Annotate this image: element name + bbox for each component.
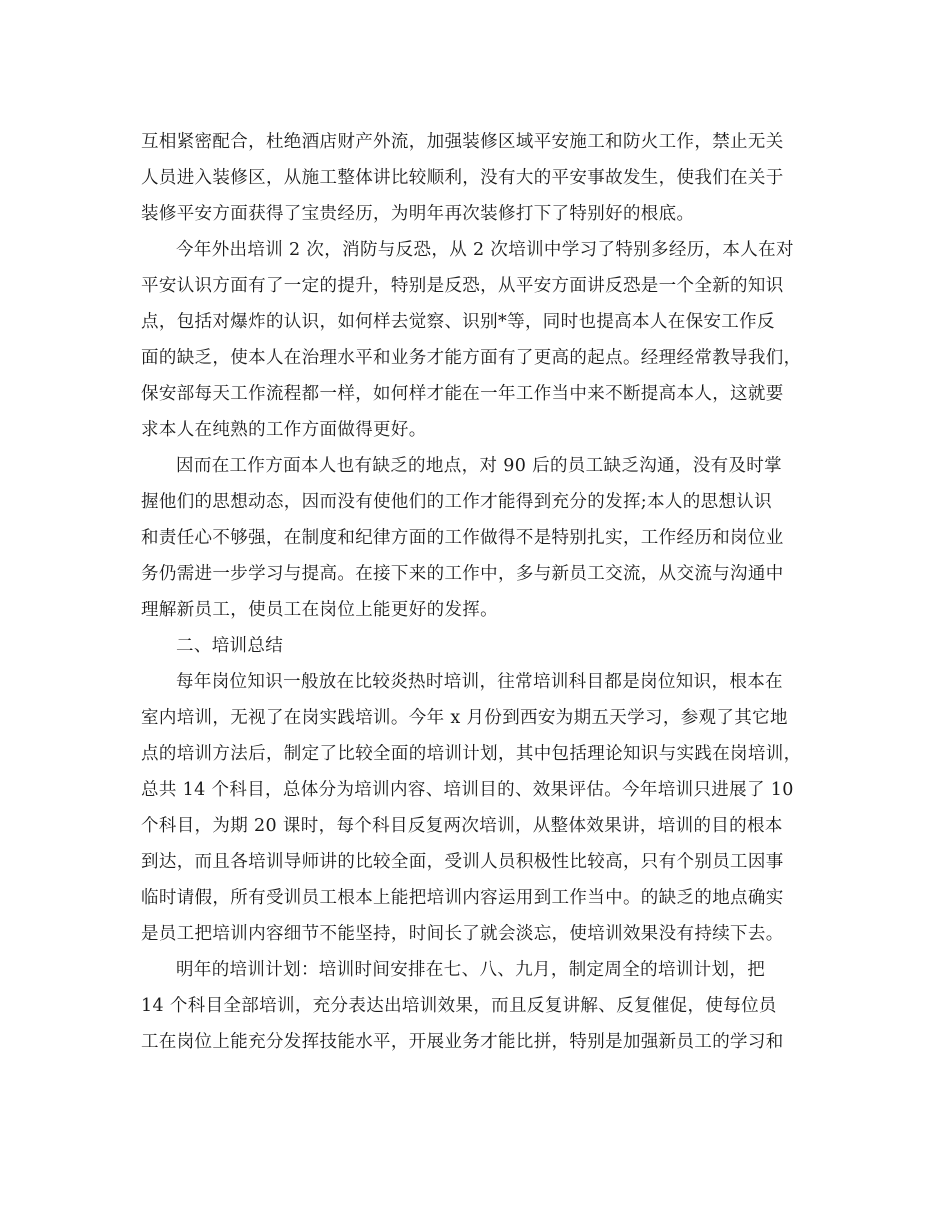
text-line: 理解新员工，使员工在岗位上能更好的发挥。 [141,600,498,620]
text-line: 临时请假，所有受训员工根本上能把培训内容运用到工作当中。的缺乏的地点确实 [141,888,784,908]
text-line: 个科目，为期 20 课时，每个科目反复两次培训，从整体效果讲，培训的目的根本 [141,816,783,836]
text-line: 务仍需进一步学习与提高。在接下来的工作中，多与新员工交流，从交流与沟通中 [141,564,784,584]
text-line: 室内培训，无视了在岗实践培训。今年 x 月份到西安为期五天学习，参观了其它地 [141,708,788,728]
text-line: 握他们的思想动态，因而没有使他们的工作才能得到充分的发挥;本人的思想认识 [141,492,772,512]
text-line: 是员工把培训内容细节不能坚持，时间长了就会淡忘，使培训效果没有持续下去。 [141,924,784,944]
text-line: 到达，而且各培训导师讲的比较全面，受训人员积极性比较高，只有个别员工因事 [141,852,784,872]
text-line: 总共 14 个科目，总体分为培训内容、培训目的、效果评估。今年培训只进展了 10 [141,780,794,800]
text-line: 点，包括对爆炸的认识，如何样去觉察、识别*等，同时也提高本人在保安工作反 [141,312,775,332]
text-line: 装修平安方面获得了宝贵经历，为明年再次装修打下了特别好的根底。 [141,204,695,224]
text-line: 保安部每天工作流程都一样，如何样才能在一年工作当中来不断提高本人，这就要 [141,384,784,404]
text-line: 工在岗位上能充分发挥技能水平，开展业务才能比拼，特别是加强新员工的学习和 [141,1032,784,1052]
paragraph-first-line: 今年外出培训 2 次，消防与反恐，从 2 次培训中学习了特别多经历，本人在对 [176,240,794,260]
text-line: 互相紧密配合，杜绝酒店财产外流，加强装修区域平安施工和防火工作，禁止无关 [141,132,784,152]
section-heading: 二、培训总结 [176,636,284,656]
paragraph-first-line: 因而在工作方面本人也有缺乏的地点，对 90 后的员工缺乏沟通，没有及时掌 [176,456,782,476]
paragraph-first-line: 明年的培训计划：培训时间安排在七、八、九月，制定周全的培训计划，把 [176,960,766,980]
text-line: 求本人在纯熟的工作方面做得更好。 [141,420,427,440]
text-line: 点的培训方法后，制定了比较全面的培训计划，其中包括理论知识与实践在岗培训， [141,744,802,764]
text-line: 人员进入装修区，从施工整体讲比较顺利，没有大的平安事故发生，使我们在关于 [141,168,784,188]
text-line: 14 个科目全部培训，充分表达出培训效果，而且反复讲解、反复催促，使每位员 [141,996,777,1016]
paragraph-first-line: 每年岗位知识一般放在比较炎热时培训，往常培训科目都是岗位知识，根本在 [176,672,783,692]
text-line: 和责任心不够强，在制度和纪律方面的工作做得不是特别扎实，工作经历和岗位业 [141,528,784,548]
text-line: 面的缺乏，使本人在治理水平和业务才能方面有了更高的起点。经理经常教导我们， [141,348,802,368]
text-line: 平安认识方面有了一定的提升，特别是反恐，从平安方面讲反恐是一个全新的知识 [141,276,784,296]
